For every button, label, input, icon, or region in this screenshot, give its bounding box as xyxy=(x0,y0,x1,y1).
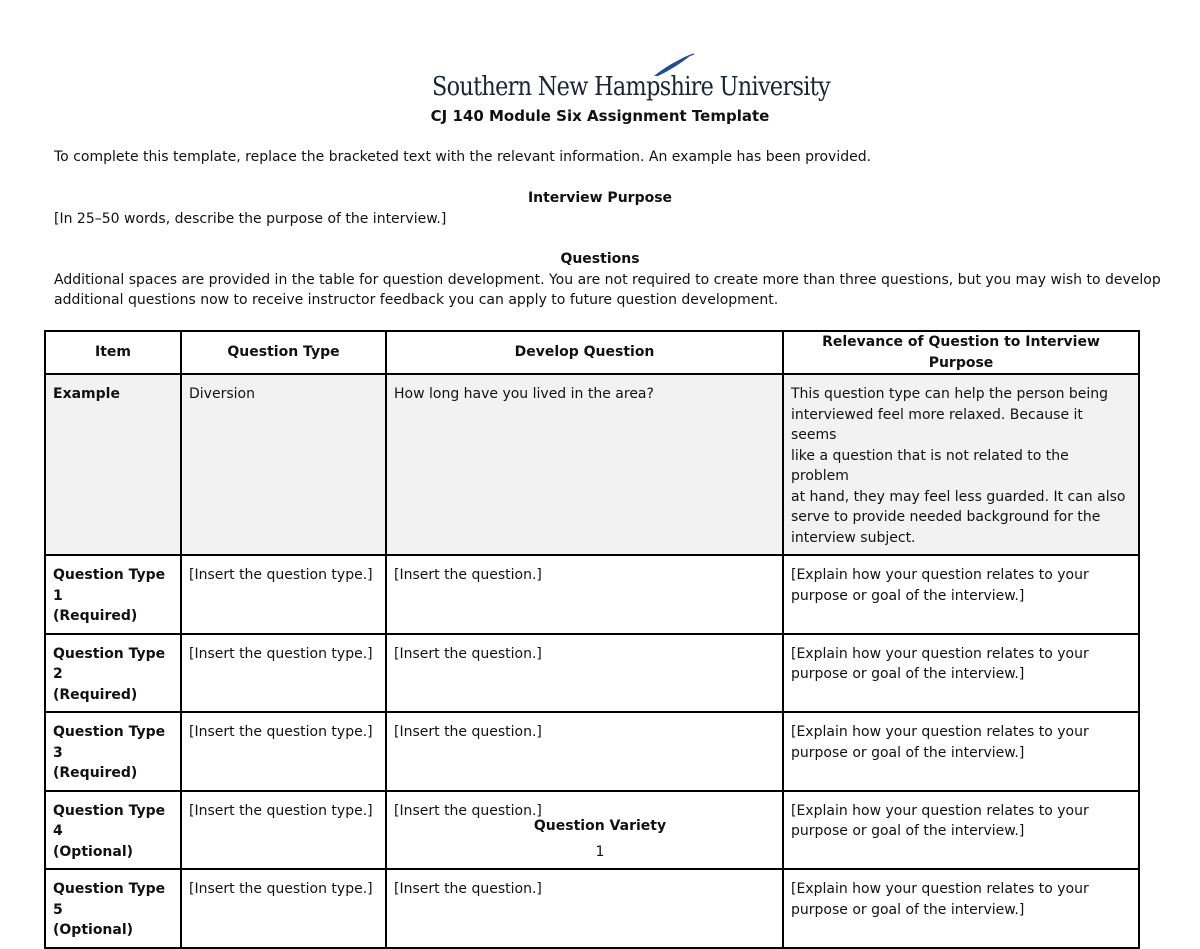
row-relevance-line: [Explain how your question relates to your xyxy=(791,881,1089,897)
row-question[interactable]: [Insert the question.] xyxy=(386,555,783,634)
header-question-type: Question Type xyxy=(181,331,386,374)
row-relevance-line: [Explain how your question relates to your xyxy=(791,567,1089,583)
row-item-title: Question Type 3 xyxy=(53,724,166,761)
row-question[interactable]: [Insert the question.] xyxy=(386,634,783,713)
table-row xyxy=(45,634,1139,713)
example-relevance-line: serve to provide needed background for the xyxy=(791,509,1101,525)
row-item-status: (Optional) xyxy=(53,922,134,938)
example-relevance-line: interviewed feel more relaxed. Because it seems xyxy=(791,406,1083,443)
example-relevance-line: at hand, they may feel less guarded. It can also xyxy=(791,488,1126,505)
row-question-type[interactable]: [Insert the question type.] xyxy=(181,869,386,948)
example-type: Diversion xyxy=(181,374,386,555)
page-number: 1 xyxy=(595,844,605,860)
row-item-title: Question Type 1 xyxy=(53,567,166,604)
row-question[interactable]: [Insert the question.] xyxy=(386,791,783,870)
example-relevance-line: like a question that is not related to the problem xyxy=(791,447,1069,484)
row-item-title: Question Type 4 xyxy=(53,802,166,839)
example-question: How long have you lived in the area? xyxy=(386,374,783,555)
example-row xyxy=(45,374,1139,555)
row-relevance-line: purpose or goal of the interview.] xyxy=(791,744,1025,761)
logo-text: Southern New Hampshire University xyxy=(432,72,830,102)
example-relevance-line: This question type can help the person being xyxy=(791,386,1109,402)
example-relevance xyxy=(783,374,1139,555)
row-item-status: (Optional) xyxy=(53,843,134,860)
questions-intro-line-2: additional questions now to receive instructor feedback you can apply to future question development. xyxy=(54,292,779,308)
row-item-status: (Required) xyxy=(53,765,138,781)
interview-purpose-placeholder: [In 25–50 words, describe the purpose of the interview.] xyxy=(54,211,447,227)
example-item: Example xyxy=(45,374,181,555)
row-question[interactable]: [Insert the question.] xyxy=(386,869,783,948)
row-question-type[interactable]: [Insert the question type.] xyxy=(181,712,386,791)
interview-purpose-heading: Interview Purpose xyxy=(527,190,673,206)
row-relevance-line: purpose or goal of the interview.] xyxy=(791,587,1025,604)
row-item xyxy=(45,869,181,948)
questions-heading: Questions xyxy=(560,251,640,267)
row-relevance-line: [Explain how your question relates to your xyxy=(791,645,1089,662)
row-relevance-line: purpose or goal of the interview.] xyxy=(791,901,1025,918)
row-question[interactable]: [Insert the question.] xyxy=(386,712,783,791)
row-relevance[interactable] xyxy=(783,712,1139,791)
row-item xyxy=(45,634,181,713)
header-item: Item xyxy=(45,331,181,374)
row-relevance-line: [Explain how your question relates to your xyxy=(791,802,1089,819)
row-question-type[interactable]: [Insert the question type.] xyxy=(181,634,386,713)
row-question-type[interactable]: [Insert the question type.] xyxy=(181,791,386,870)
university-logo xyxy=(432,52,830,104)
quill-icon xyxy=(650,52,710,78)
document-title: CJ 140 Module Six Assignment Template xyxy=(430,107,770,125)
row-relevance-line: purpose or goal of the interview.] xyxy=(791,823,1025,839)
row-item xyxy=(45,712,181,791)
question-variety-heading: Question Variety xyxy=(533,818,667,834)
row-relevance[interactable] xyxy=(783,555,1139,634)
row-relevance-line: [Explain how your question relates to your xyxy=(791,724,1089,740)
row-item-title: Question Type 2 xyxy=(53,645,166,682)
row-item-status: (Required) xyxy=(53,686,138,703)
questions-intro-line-1: Additional spaces are provided in the table for question development. You are not required to create more than three questions, but you may wish to develop xyxy=(54,272,1161,288)
example-relevance-line: interview subject. xyxy=(791,529,916,546)
table-row xyxy=(45,712,1139,791)
header-relevance: Relevance of Question to Interview Purpose xyxy=(783,331,1139,374)
instructions-text: To complete this template, replace the bracketed text with the relevant information. An example has been provided. xyxy=(54,149,872,165)
table-header-row xyxy=(45,331,1139,374)
header-develop-question: Develop Question xyxy=(386,331,783,374)
table-row xyxy=(45,869,1139,948)
row-relevance[interactable] xyxy=(783,634,1139,713)
row-relevance-line: purpose or goal of the interview.] xyxy=(791,666,1025,682)
table-row xyxy=(45,555,1139,634)
row-item-status: (Required) xyxy=(53,608,138,624)
row-item xyxy=(45,555,181,634)
row-item-title: Question Type 5 xyxy=(53,881,166,918)
row-relevance[interactable] xyxy=(783,869,1139,948)
row-question-type[interactable]: [Insert the question type.] xyxy=(181,555,386,634)
